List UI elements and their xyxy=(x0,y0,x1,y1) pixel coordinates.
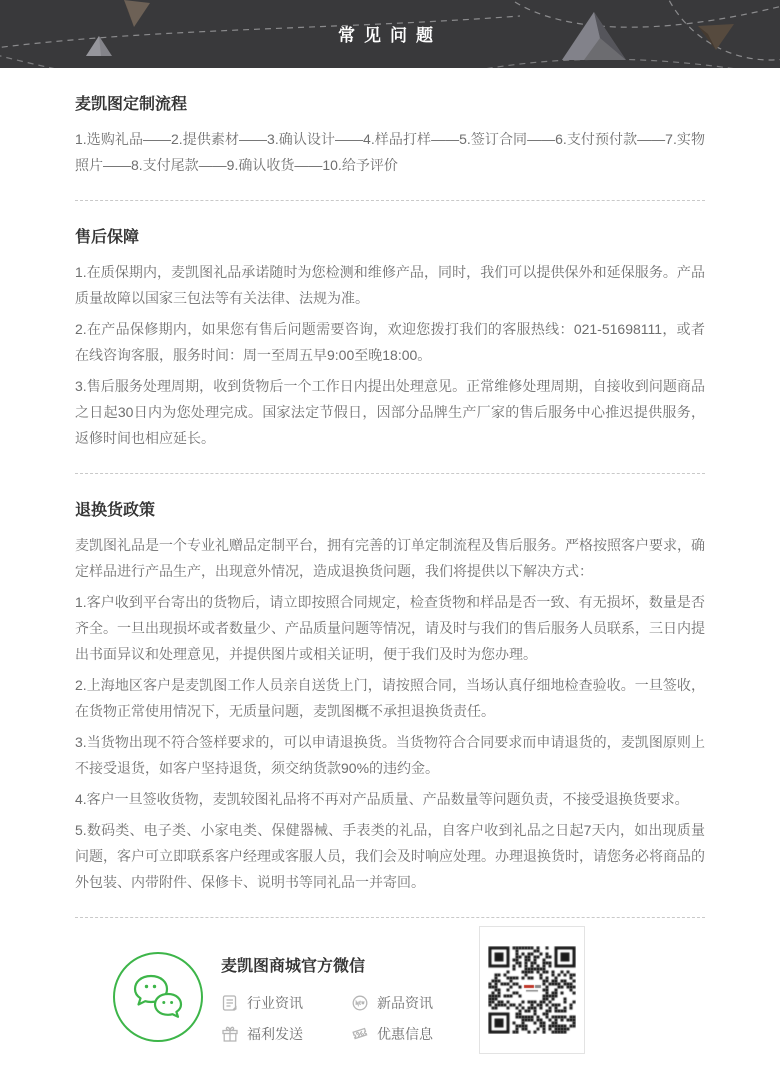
returns-item: 1.客户收到平台寄出的货物后，请立即按照合同规定，检查货物和样品是否一致、有无损坏，数量是否齐全。一旦出现损坏或者数量少、产品质量问题等情况，请及时与我们的售后服务人员联系，三日内提出书面异议和处理意见，并提供图片或相关证明，便于我们及时为您办理。 xyxy=(75,594,705,662)
list-item-label: 优惠信息 xyxy=(377,1026,433,1042)
new-badge-icon xyxy=(351,994,369,1012)
coupon-icon xyxy=(351,1025,369,1043)
section-title-returns: 退换货政策 xyxy=(75,502,156,519)
page-header xyxy=(0,0,780,68)
divider xyxy=(75,473,705,474)
content xyxy=(75,94,705,918)
divider xyxy=(75,200,705,201)
list-item-label: 福利发送 xyxy=(247,1026,303,1042)
process-steps: 1.选购礼品——2.提供素材——3.确认设计——4.样品打样——5.签订合同——6.支付预付款——7.实物照片——8.支付尾款——9.确认收货——10.给予评价 xyxy=(75,131,705,173)
returns-item: 4.客户一旦签收货物，麦凯较图礼品将不再对产品质量、产品数量等问题负责，不接受退换货要求。 xyxy=(75,791,689,807)
wechat-title: 麦凯图商城官方微信 xyxy=(221,958,366,975)
wechat-info xyxy=(221,956,511,1043)
footer xyxy=(75,938,705,1068)
after-sales-item: 2.在产品保修期内，如果您有售后问题需要咨询，欢迎您拨打我们的客服热线：021-51698111，或者在线咨询客服，服务时间：周一至周五早9:00至晚18:00。 xyxy=(75,321,705,363)
list-item xyxy=(221,994,351,1012)
divider xyxy=(75,917,705,918)
section-returns xyxy=(75,500,705,895)
wechat-logo-icon xyxy=(113,952,203,1042)
list-item-label: 行业资讯 xyxy=(247,995,303,1011)
list-item-label: 新品资讯 xyxy=(377,995,433,1011)
after-sales-item: 1.在质保期内，麦凯图礼品承诺随时为您检测和维修产品，同时，我们可以提供保外和延保服务。产品质量故障以国家三包法等有关法律、法规为准。 xyxy=(75,264,705,306)
returns-intro: 麦凯图礼品是一个专业礼赠品定制平台，拥有完善的订单定制流程及售后服务。严格按照客户要求，确定样品进行产品生产，出现意外情况，造成退换货问题，我们将提供以下解决方式： xyxy=(75,537,705,579)
list-item xyxy=(221,1025,351,1043)
gift-icon xyxy=(221,1025,239,1043)
wechat-feature-list xyxy=(221,994,511,1043)
section-process xyxy=(75,94,705,178)
section-title-after-sales: 售后保障 xyxy=(75,229,140,246)
news-icon xyxy=(221,994,239,1012)
after-sales-item: 3.售后服务处理周期，收到货物后一个工作日内提出处理意见。正常维修处理周期，自接收到问题商品之日起30日内为您处理完成。国家法定节假日，因部分品牌生产厂家的售后服务中心推迟提供服务，返修时间也相应延长。 xyxy=(75,378,705,446)
returns-item: 3.当货物出现不符合签样要求的，可以申请退换货。当货物符合合同要求而申请退货的，麦凯图原则上不接受退货，如客户坚持退货，须交纳货款90%的违约金。 xyxy=(75,734,705,776)
returns-item: 2.上海地区客户是麦凯图工作人员亲自送货上门，请按照合同，当场认真仔细地检查验收。一旦签收，在货物正常使用情况下，无质量问题，麦凯图概不承担退换货责任。 xyxy=(75,677,705,719)
returns-item: 5.数码类、电子类、小家电类、保健器械、手表类的礼品，自客户收到礼品之日起7天内，如出现质量问题，客户可立即联系客户经理或客服人员，我们会及时响应处理。办理退换货时，请您务必将商品的外包装、内带附件、保修卡、说明书等同礼品一并寄回。 xyxy=(75,822,705,890)
page-title: 常见问题 xyxy=(338,26,442,45)
qr-code xyxy=(479,926,585,1054)
section-after-sales xyxy=(75,227,705,451)
section-title-process: 麦凯图定制流程 xyxy=(75,96,188,113)
